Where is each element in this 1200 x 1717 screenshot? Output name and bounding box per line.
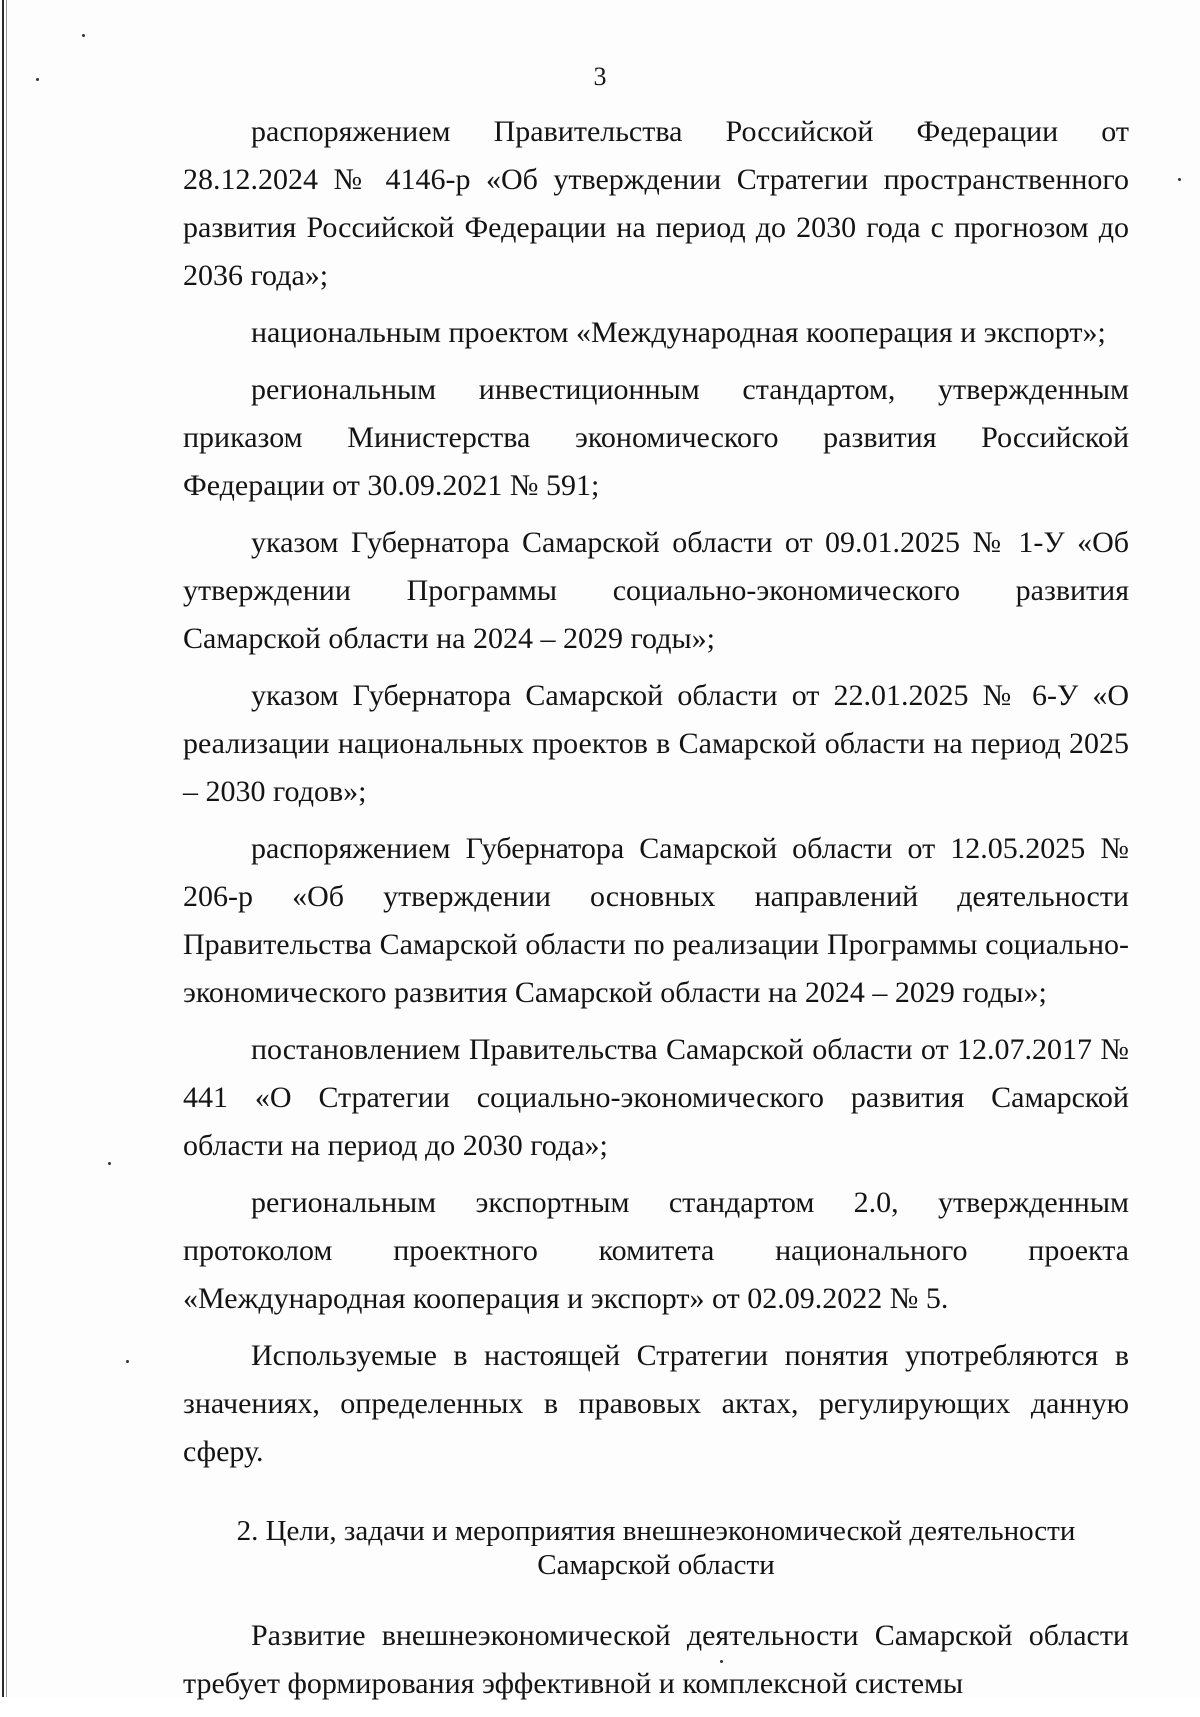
paragraph: региональным инвестиционным стандартом, утвержденным приказом Министерства экономического развития Российской Федерации от 30.09.2021 № 591;	[183, 373, 1129, 502]
paragraph: распоряжением Губернатора Самарской области от 12.05.2025 № 206-р «Об утверждении основных направлений деятельности Правительства Самарской области по реализации Программы социально-экономического развития Самарской области на 2024 – 2029 годы»;	[183, 832, 1129, 1009]
paragraph: региональным экспортным стандартом 2.0, утвержденным протоколом проектного комитета национального проекта «Международная кооперация и экспорт» от 02.09.2022 № 5.	[183, 1186, 1129, 1315]
paragraph: распоряжением Правительства Российской Федерации от 28.12.2024 № 4146-р «Об утверждении Стратегии пространственного развития Российской Федерации на период до 2030 года с прогнозом до 2036 года»;	[183, 115, 1129, 292]
paragraph: указом Губернатора Самарской области от 09.01.2025 № 1-У «Об утверждении Программы социально-экономического развития Самарской области на 2024 – 2029 годы»;	[183, 526, 1129, 655]
scan-edge-line	[2, 0, 4, 1697]
scan-edge-line	[6, 0, 7, 1697]
scan-speck	[82, 34, 85, 37]
section-heading-line: Самарской области	[537, 1549, 775, 1581]
scan-speck	[126, 1360, 129, 1363]
paragraph: национальным проектом «Международная кооперация и экспорт»;	[251, 316, 1106, 349]
scan-speck	[108, 1162, 111, 1165]
section-heading	[183, 1514, 1129, 1582]
paragraph: Используемые в настоящей Стратегии понятия употребляются в значениях, определенных в правовых актах, регулирующих данную сферу.	[183, 1339, 1129, 1468]
paragraph: постановлением Правительства Самарской области от 12.07.2017 № 441 «О Стратегии социально-экономического развития Самарской области на период до 2030 года»;	[183, 1033, 1129, 1162]
paragraph: указом Губернатора Самарской области от 22.01.2025 № 6-У «О реализации национальных проектов в Самарской области на период 2025 – 2030 годов»;	[183, 679, 1129, 808]
document-body	[183, 108, 1129, 1717]
page-number: 3	[593, 62, 607, 91]
section-intro-paragraph: Развитие внешнеэкономической деятельности Самарской области требует формирования эффективной и комплексной системы	[183, 1619, 1129, 1700]
scan-speck	[1178, 178, 1181, 181]
section-heading-line: 2. Цели, задачи и мероприятия внешнеэкономической деятельности	[236, 1515, 1076, 1547]
